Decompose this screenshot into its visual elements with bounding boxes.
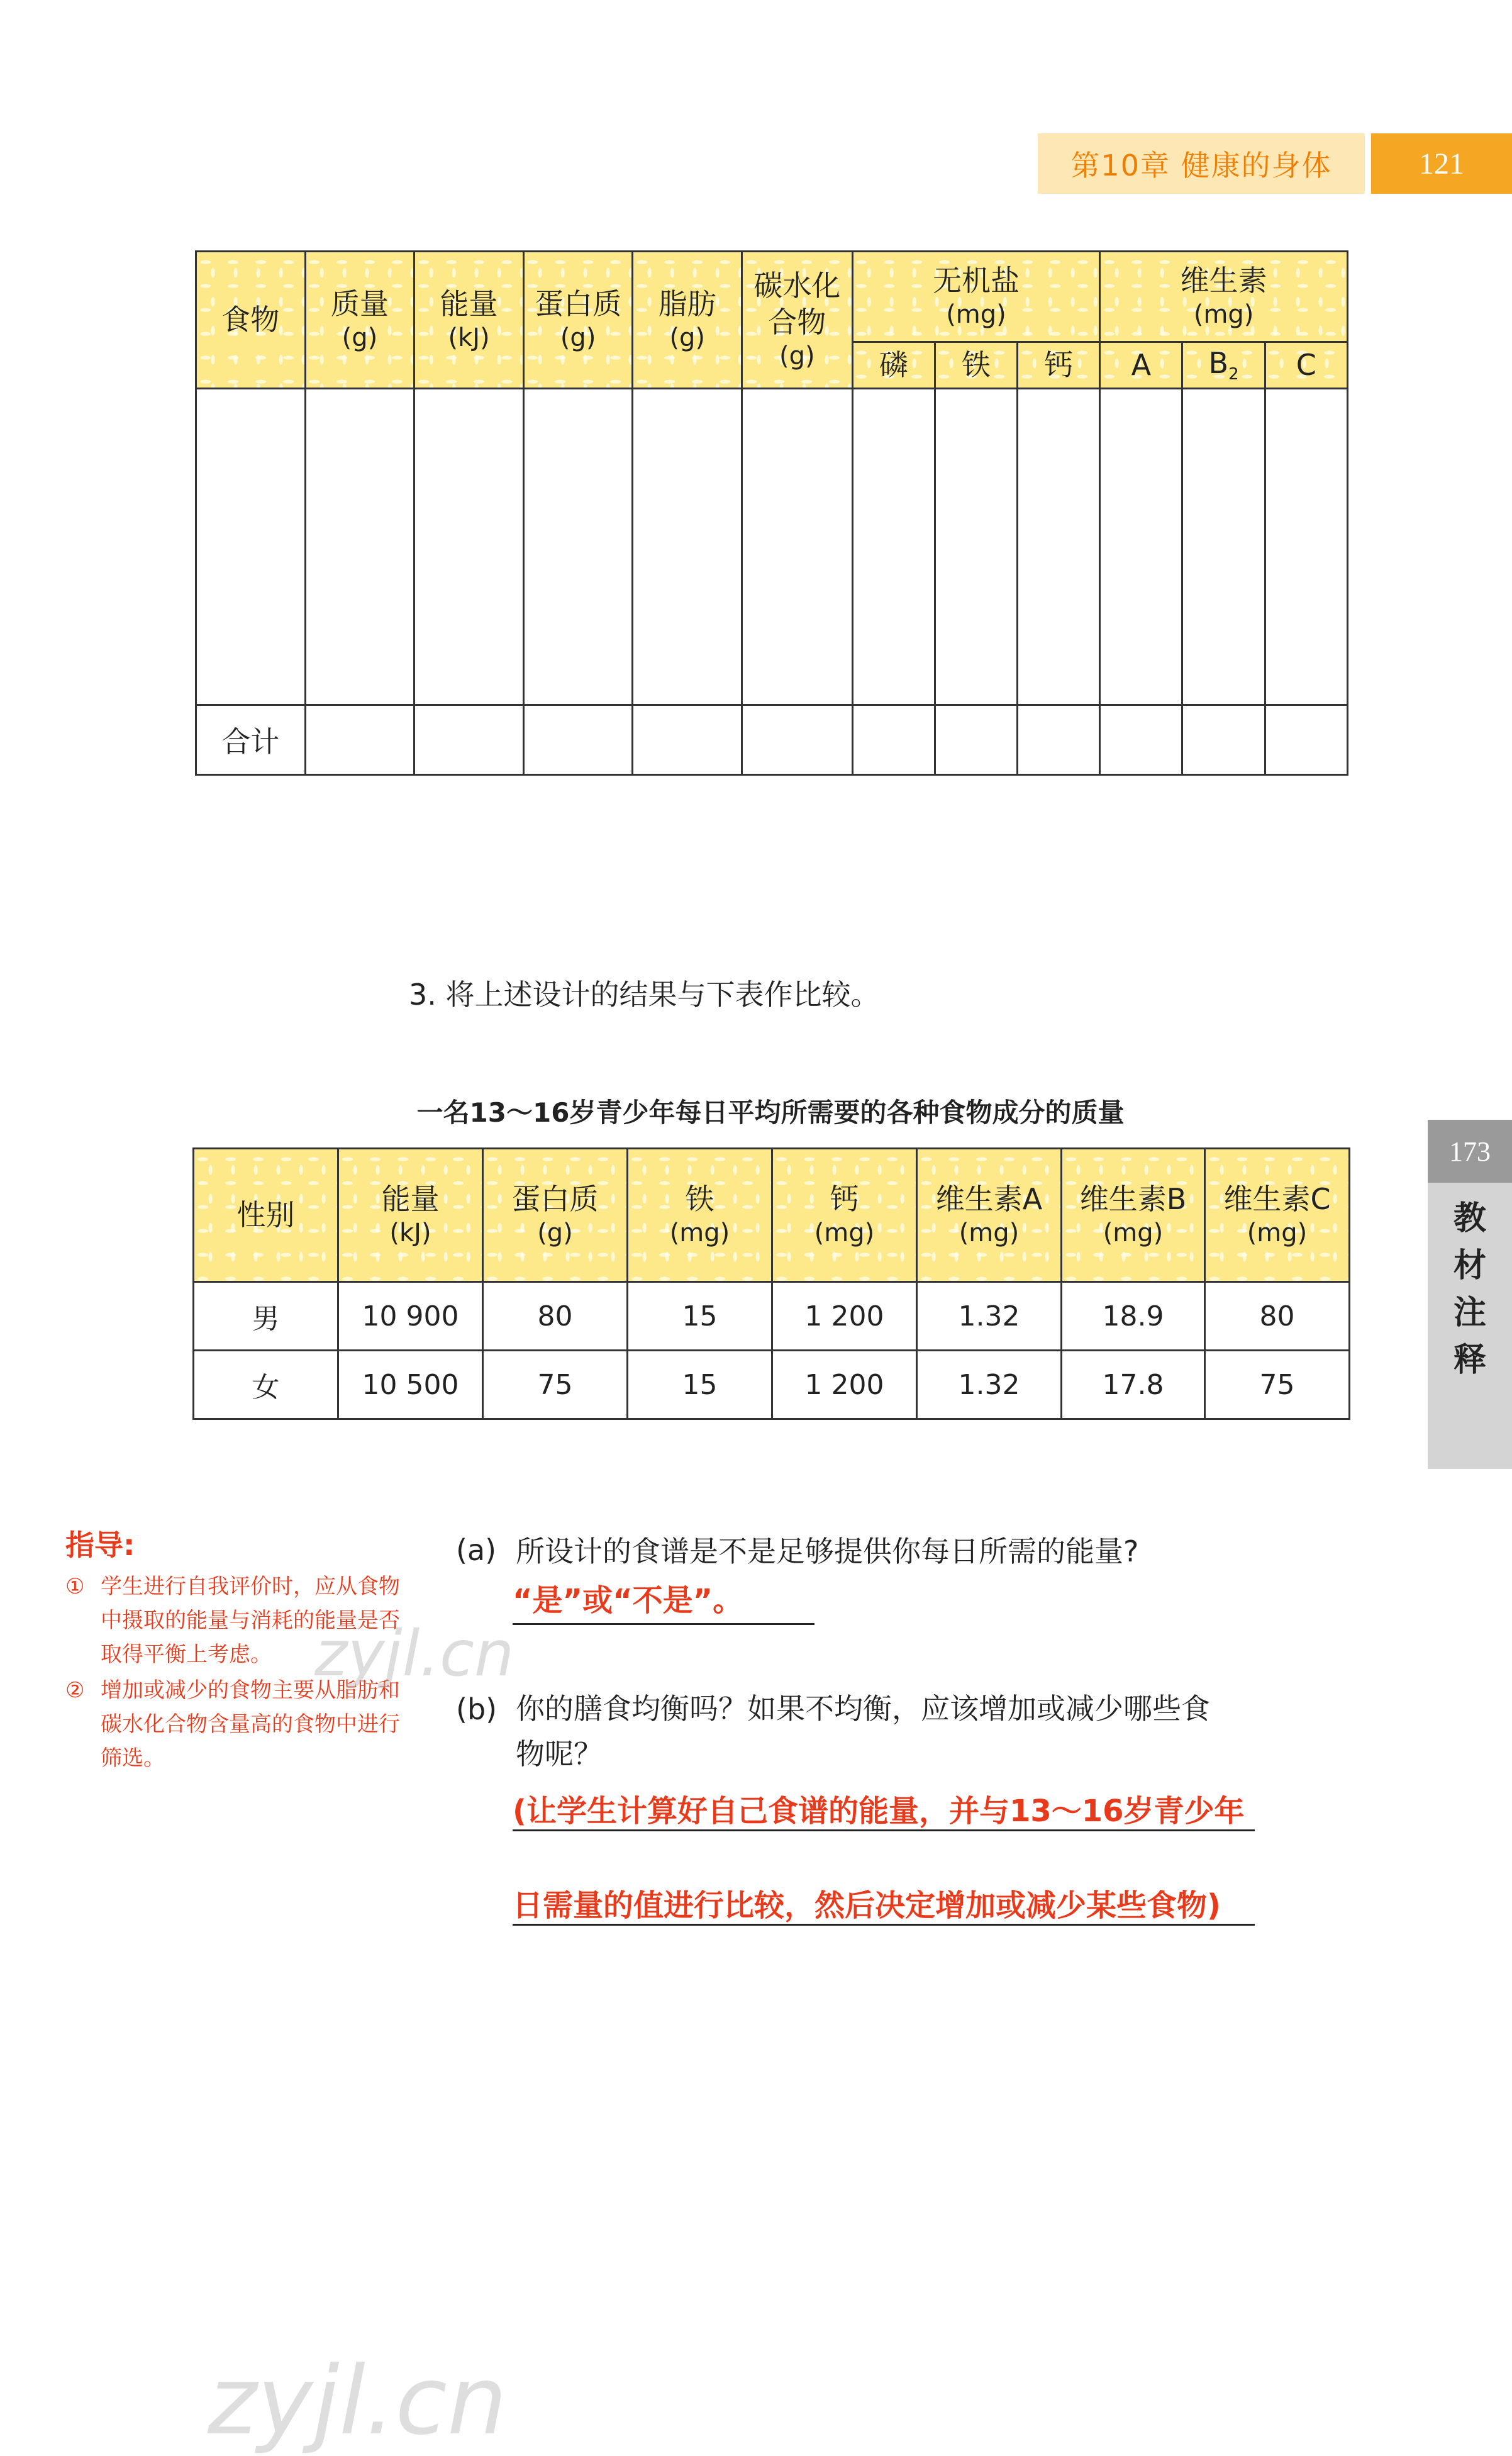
blank-cell (523, 389, 633, 705)
side-page-number: 173 (1428, 1120, 1512, 1183)
header-unit: (mg) (1247, 1219, 1308, 1248)
header-unit: (mg) (814, 1219, 875, 1248)
header-mass-label: 质量 (330, 286, 389, 321)
blank-cell (852, 389, 935, 705)
header-carb-line2: 合物 (768, 304, 826, 339)
daily-requirement-table (192, 1147, 1350, 1420)
header-energy (414, 252, 524, 389)
header-carb-unit: (g) (779, 342, 815, 371)
header-unit: (mg) (669, 1219, 730, 1248)
header-mineral-label: 无机盐 (932, 263, 1020, 298)
chapter-header (1038, 133, 1365, 194)
header-mass-unit: (g) (342, 323, 378, 353)
chapter-title: 第10章 健康的身体 (1070, 148, 1332, 182)
header-protein-unit: (g) (560, 323, 596, 353)
header-calcium: 钙 (1018, 342, 1100, 389)
cell-vit-a: 1.32 (917, 1351, 1062, 1419)
cell-vit-b: 17.8 (1062, 1351, 1205, 1419)
blank-cell (1018, 389, 1100, 705)
guide-num: ② (65, 1678, 85, 1703)
blank-cell (523, 705, 633, 775)
cell-protein: 75 (483, 1351, 628, 1419)
table-row-female (194, 1351, 1350, 1419)
blank-cell (305, 389, 414, 705)
header-food: 食物 (196, 252, 306, 389)
header-label: 维生素B (1079, 1181, 1187, 1216)
blank-cell (1018, 705, 1100, 775)
header-label: 铁 (685, 1181, 714, 1216)
side-label (1428, 1183, 1512, 1384)
header-fat (633, 252, 742, 389)
cell-gender: 女 (194, 1351, 338, 1419)
cell-vit-c: 80 (1205, 1282, 1350, 1351)
header-vit-b2 (1182, 342, 1265, 389)
answer-a: “是”或“不是”。 (513, 1583, 743, 1618)
blank-cell (1100, 389, 1182, 705)
header-label: 维生素C (1223, 1181, 1331, 1216)
header-protein-label: 蛋白质 (535, 286, 622, 321)
table-row-male (194, 1282, 1350, 1351)
blank-cell (633, 705, 742, 775)
blank-cell (935, 705, 1017, 775)
watermark: zyjl.cn (314, 1617, 514, 1690)
header-phosphorus: 磷 (852, 342, 935, 389)
guide-text: 增加或减少的食物主要从脂肪和碳水化合物含量高的食物中进行筛选。 (101, 1678, 400, 1771)
header-unit: (g) (537, 1219, 573, 1248)
total-label: 合计 (196, 705, 306, 775)
header-mass (305, 252, 414, 389)
header-mineral (852, 252, 1100, 342)
header-iron (628, 1149, 772, 1282)
cell-calcium: 1 200 (772, 1282, 917, 1351)
header-vit-b-sub: 2 (1228, 365, 1239, 384)
header-vit-b-label: B (1208, 346, 1229, 381)
blank-cell (1182, 389, 1265, 705)
cell-protein: 80 (483, 1282, 628, 1351)
header-vitamin-label: 维生素 (1180, 263, 1267, 298)
question-b-text-line1: 你的膳食均衡吗？如果不均衡，应该增加或减少哪些食 (516, 1692, 1210, 1726)
answer-b-line1: (让学生计算好自己食谱的能量，并与13～16岁青少年 (513, 1794, 1245, 1829)
header-unit: (mg) (959, 1219, 1020, 1248)
header-carb-line1: 碳水化 (753, 269, 841, 303)
blank-cell (414, 389, 524, 705)
answer-a-underline (513, 1623, 814, 1625)
page-number: 121 (1371, 133, 1512, 194)
blank-cell (742, 389, 853, 705)
blank-cell (852, 705, 935, 775)
header-vit-a: A (1100, 342, 1182, 389)
header-mineral-unit: (mg) (946, 300, 1006, 330)
header-label: 维生素A (935, 1181, 1043, 1216)
blank-cell (1265, 389, 1347, 705)
header-fat-label: 脂肪 (658, 286, 716, 321)
header-label: 钙 (830, 1181, 859, 1216)
header-unit: (kJ) (389, 1219, 431, 1248)
table-caption: 一名13～16岁青少年每日平均所需要的各种食物成分的质量 (416, 1097, 1125, 1128)
header-vit-c: C (1265, 342, 1347, 389)
header-unit: (mg) (1103, 1219, 1164, 1248)
question-a-label: (a) (456, 1533, 497, 1567)
guide-text: 学生进行自我评价时，应从食物中摄取的能量与消耗的能量是否取得平衡上考虑。 (101, 1574, 400, 1667)
side-tab (1428, 1120, 1512, 1469)
header-vitamin (1100, 252, 1348, 342)
header-carb (742, 252, 853, 389)
header-vit-c (1205, 1149, 1350, 1282)
side-char: 注 (1453, 1294, 1486, 1332)
step-3: 3. 将上述设计的结果与下表作比较。 (409, 978, 880, 1012)
watermark: zyjl.cn (208, 2347, 508, 2456)
header-fat-unit: (g) (669, 323, 706, 353)
header-label: 蛋白质 (511, 1181, 599, 1216)
side-char: 材 (1453, 1247, 1486, 1285)
diet-design-table (195, 250, 1348, 776)
blank-cell (196, 389, 306, 705)
header-energy-unit: (kJ) (448, 323, 490, 353)
answer-b-underline-2 (513, 1924, 1255, 1926)
blank-cell (1182, 705, 1265, 775)
question-b-label: (b) (456, 1692, 498, 1726)
answer-b-line2: 日需量的值进行比较，然后决定增加或减少某些食物) (513, 1888, 1221, 1923)
question-b-text-line2: 物呢？ (516, 1737, 603, 1771)
guide-num: ① (65, 1574, 85, 1599)
header-vit-a (917, 1149, 1062, 1282)
blank-cell (742, 705, 853, 775)
blank-cell (305, 705, 414, 775)
header-protein (483, 1149, 628, 1282)
guide-title: 指导: (65, 1528, 135, 1562)
cell-iron: 15 (628, 1351, 772, 1419)
side-char: 释 (1453, 1341, 1486, 1379)
header-label: 能量 (381, 1181, 440, 1216)
header-protein (523, 252, 633, 389)
header-vit-b (1062, 1149, 1205, 1282)
header-iron: 铁 (935, 342, 1017, 389)
cell-energy: 10 900 (338, 1282, 483, 1351)
cell-calcium: 1 200 (772, 1351, 917, 1419)
cell-vit-c: 75 (1205, 1351, 1350, 1419)
blank-cell (633, 389, 742, 705)
side-char: 教 (1453, 1200, 1486, 1237)
header-vitamin-unit: (mg) (1193, 300, 1254, 330)
cell-vit-a: 1.32 (917, 1282, 1062, 1351)
blank-cell (1265, 705, 1347, 775)
blank-cell (935, 389, 1017, 705)
question-a-text: 所设计的食谱是不是足够提供你每日所需的能量? (516, 1534, 1139, 1568)
header-gender: 性别 (194, 1149, 338, 1282)
header-energy-label: 能量 (440, 286, 498, 321)
header-calcium (772, 1149, 917, 1282)
cell-energy: 10 500 (338, 1351, 483, 1419)
header-energy (338, 1149, 483, 1282)
answer-b-underline-1 (513, 1829, 1255, 1831)
cell-iron: 15 (628, 1282, 772, 1351)
cell-gender: 男 (194, 1282, 338, 1351)
blank-cell (1100, 705, 1182, 775)
cell-vit-b: 18.9 (1062, 1282, 1205, 1351)
blank-cell (414, 705, 524, 775)
